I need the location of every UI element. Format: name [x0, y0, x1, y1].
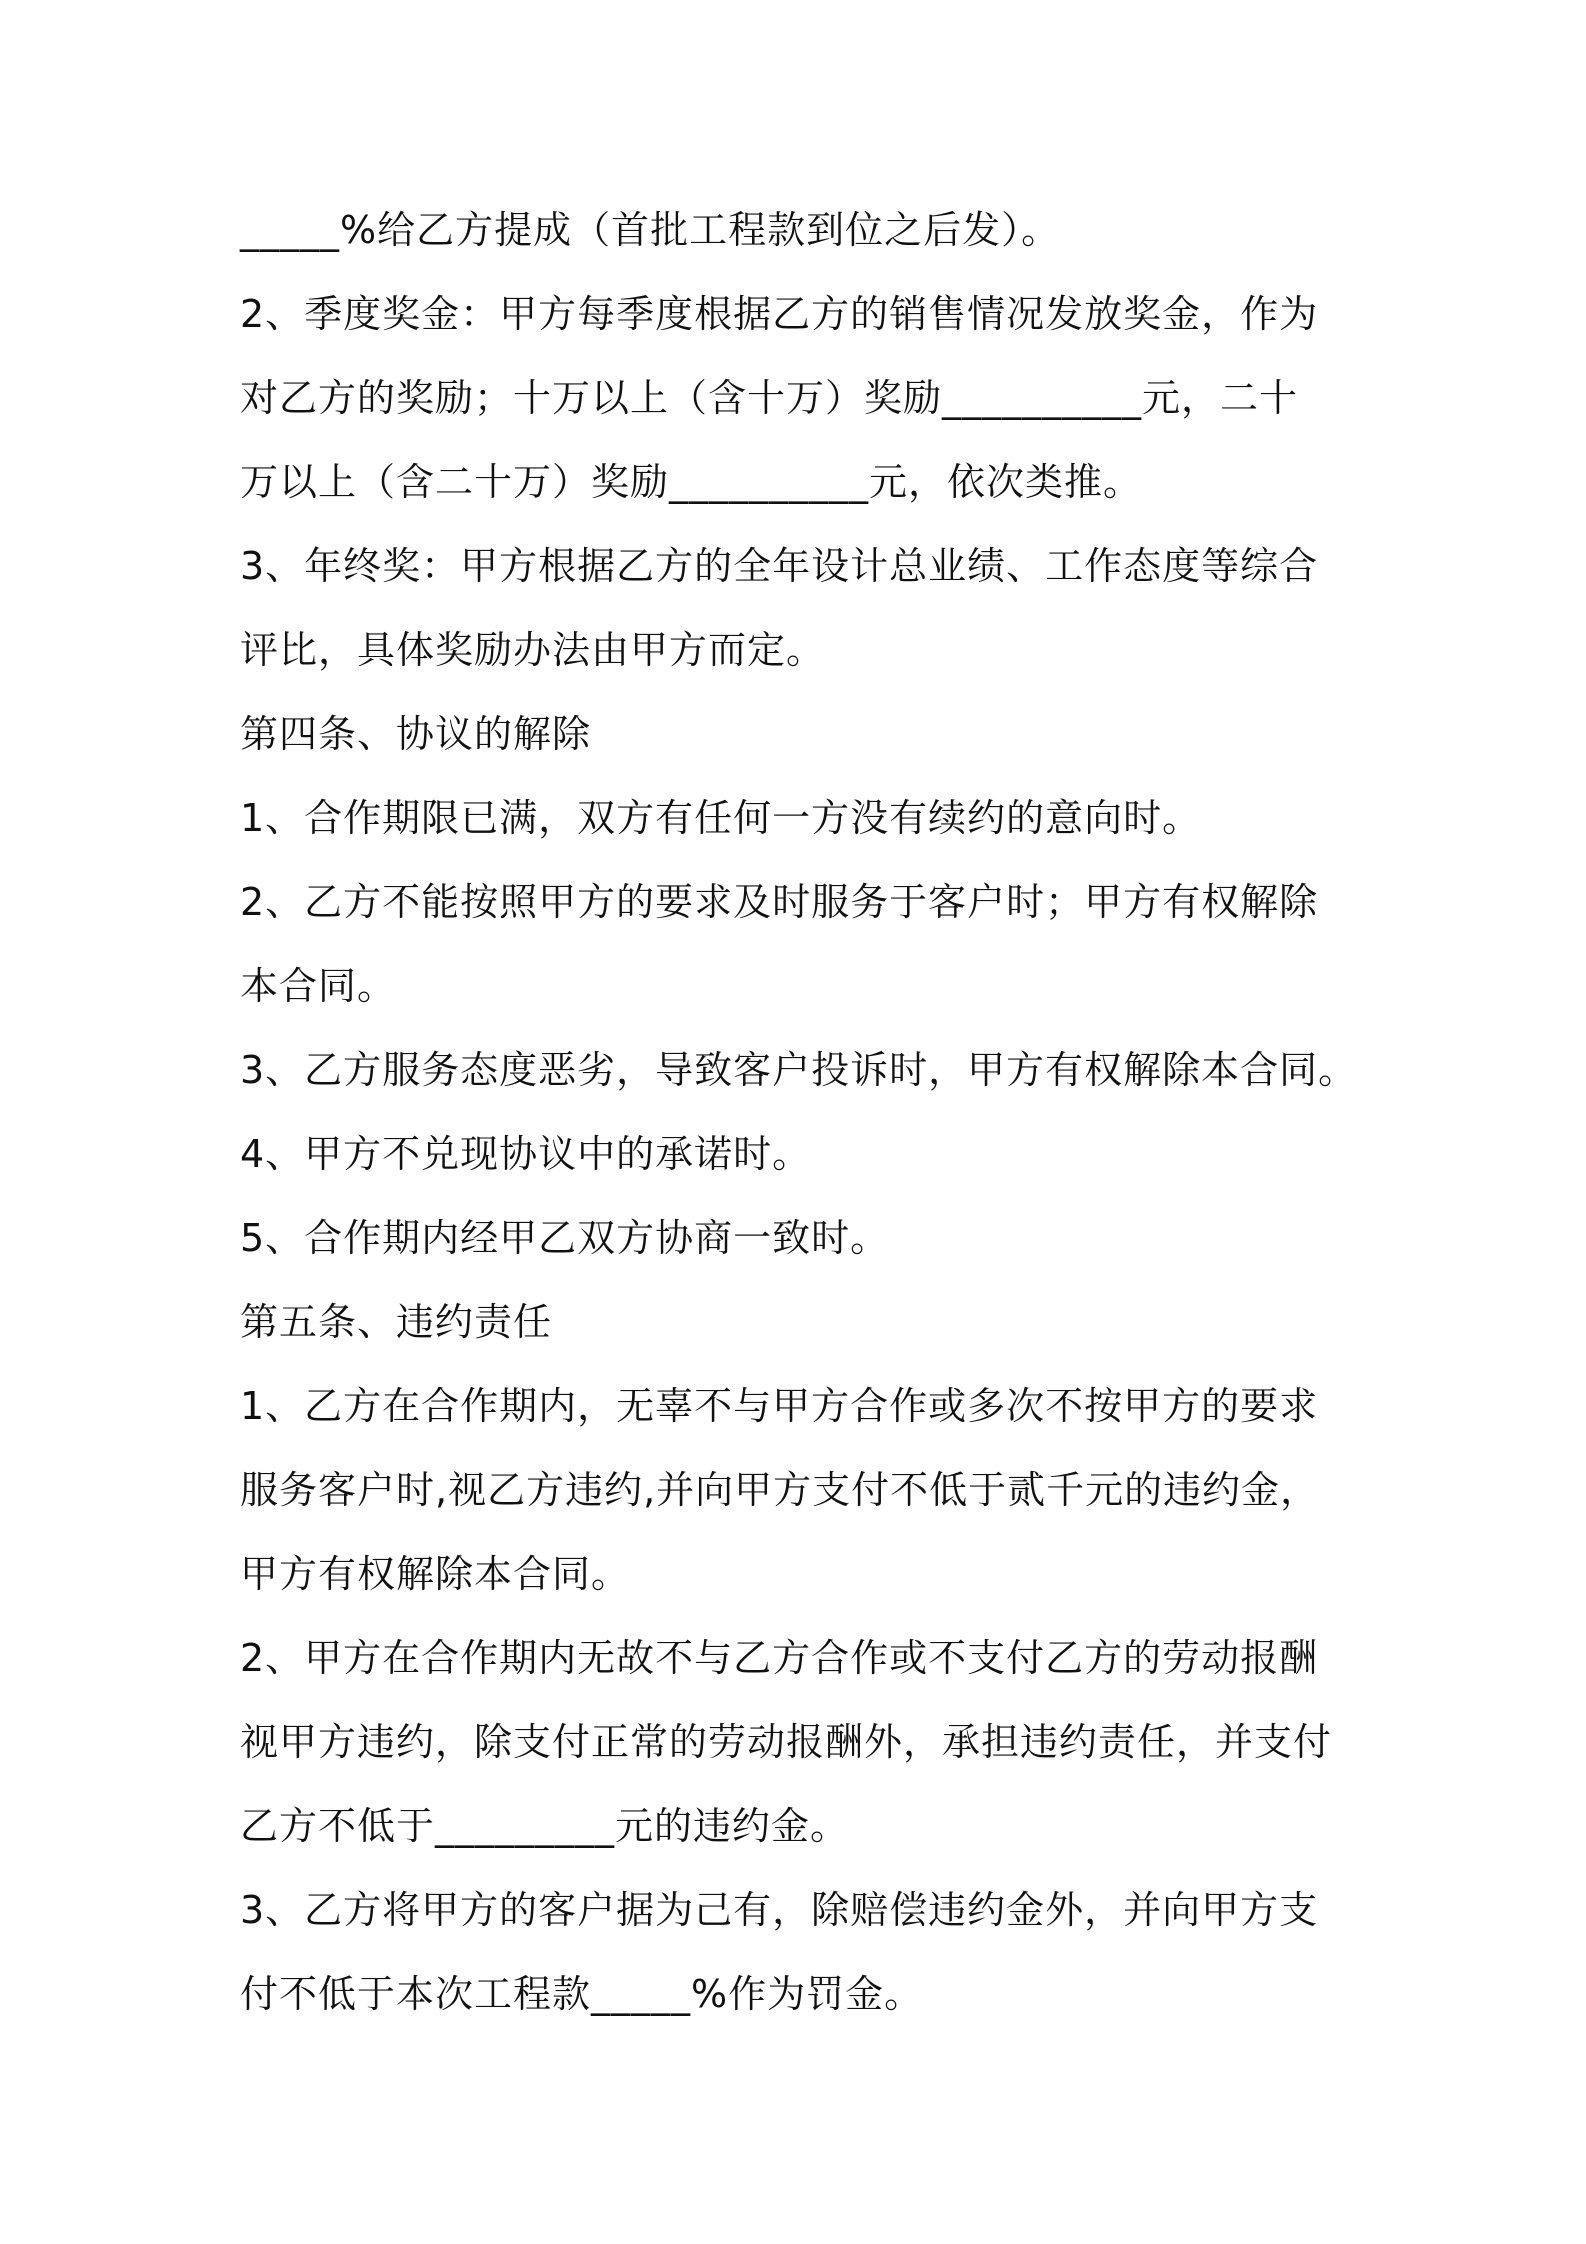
text-line: 3、年终奖：甲方根据乙方的全年设计总业绩、工作态度等综合 — [240, 544, 1319, 588]
text-line: 5、合作期内经甲乙双方协商一致时。 — [240, 1216, 890, 1260]
text-line: 2、甲方在合作期内无故不与乙方合作或不支付乙方的劳动报酬 — [240, 1636, 1319, 1680]
text-line: 3、乙方将甲方的客户据为己有，除赔偿违约金外，并向甲方支 — [240, 1888, 1319, 1932]
text-line: 付不低于本次工程款_____%作为罚金。 — [240, 1972, 924, 2016]
text-line: 2、季度奖金：甲方每季度根据乙方的销售情况发放奖金，作为 — [240, 292, 1319, 336]
section-heading: 第四条、协议的解除 — [240, 712, 592, 756]
text-line: 3、乙方服务态度恶劣，导致客户投诉时，甲方有权解除本合同。 — [240, 1048, 1358, 1092]
text-line: 视甲方违约，除支付正常的劳动报酬外，承担违约责任，并支付 — [240, 1720, 1333, 1764]
text-line: 本合同。 — [240, 964, 397, 1008]
text-line: 乙方不低于_________元的违约金。 — [240, 1804, 850, 1848]
text-line: 甲方有权解除本合同。 — [240, 1552, 631, 1596]
text-line: 1、乙方在合作期内，无辜不与甲方合作或多次不按甲方的要求 — [240, 1384, 1319, 1428]
text-line: 1、合作期限已满，双方有任何一方没有续约的意向时。 — [240, 796, 1202, 840]
text-line: 评比，具体奖励办法由甲方而定。 — [240, 628, 826, 672]
section-heading: 第五条、违约责任 — [240, 1300, 553, 1344]
document-body — [240, 188, 1380, 2036]
text-line: 万以上（含二十万）奖励__________元，依次类推。 — [240, 460, 1143, 504]
text-line: _____%给乙方提成（首批工程款到位之后发）。 — [240, 208, 1061, 252]
text-line: 对乙方的奖励；十万以上（含十万）奖励__________元，二十 — [240, 376, 1299, 420]
text-line: 4、甲方不兑现协议中的承诺时。 — [240, 1132, 812, 1176]
text-line: 服务客户时,视乙方违约,并向甲方支付不低于贰千元的违约金， — [240, 1468, 1320, 1512]
text-line: 2、乙方不能按照甲方的要求及时服务于客户时；甲方有权解除 — [240, 880, 1319, 924]
